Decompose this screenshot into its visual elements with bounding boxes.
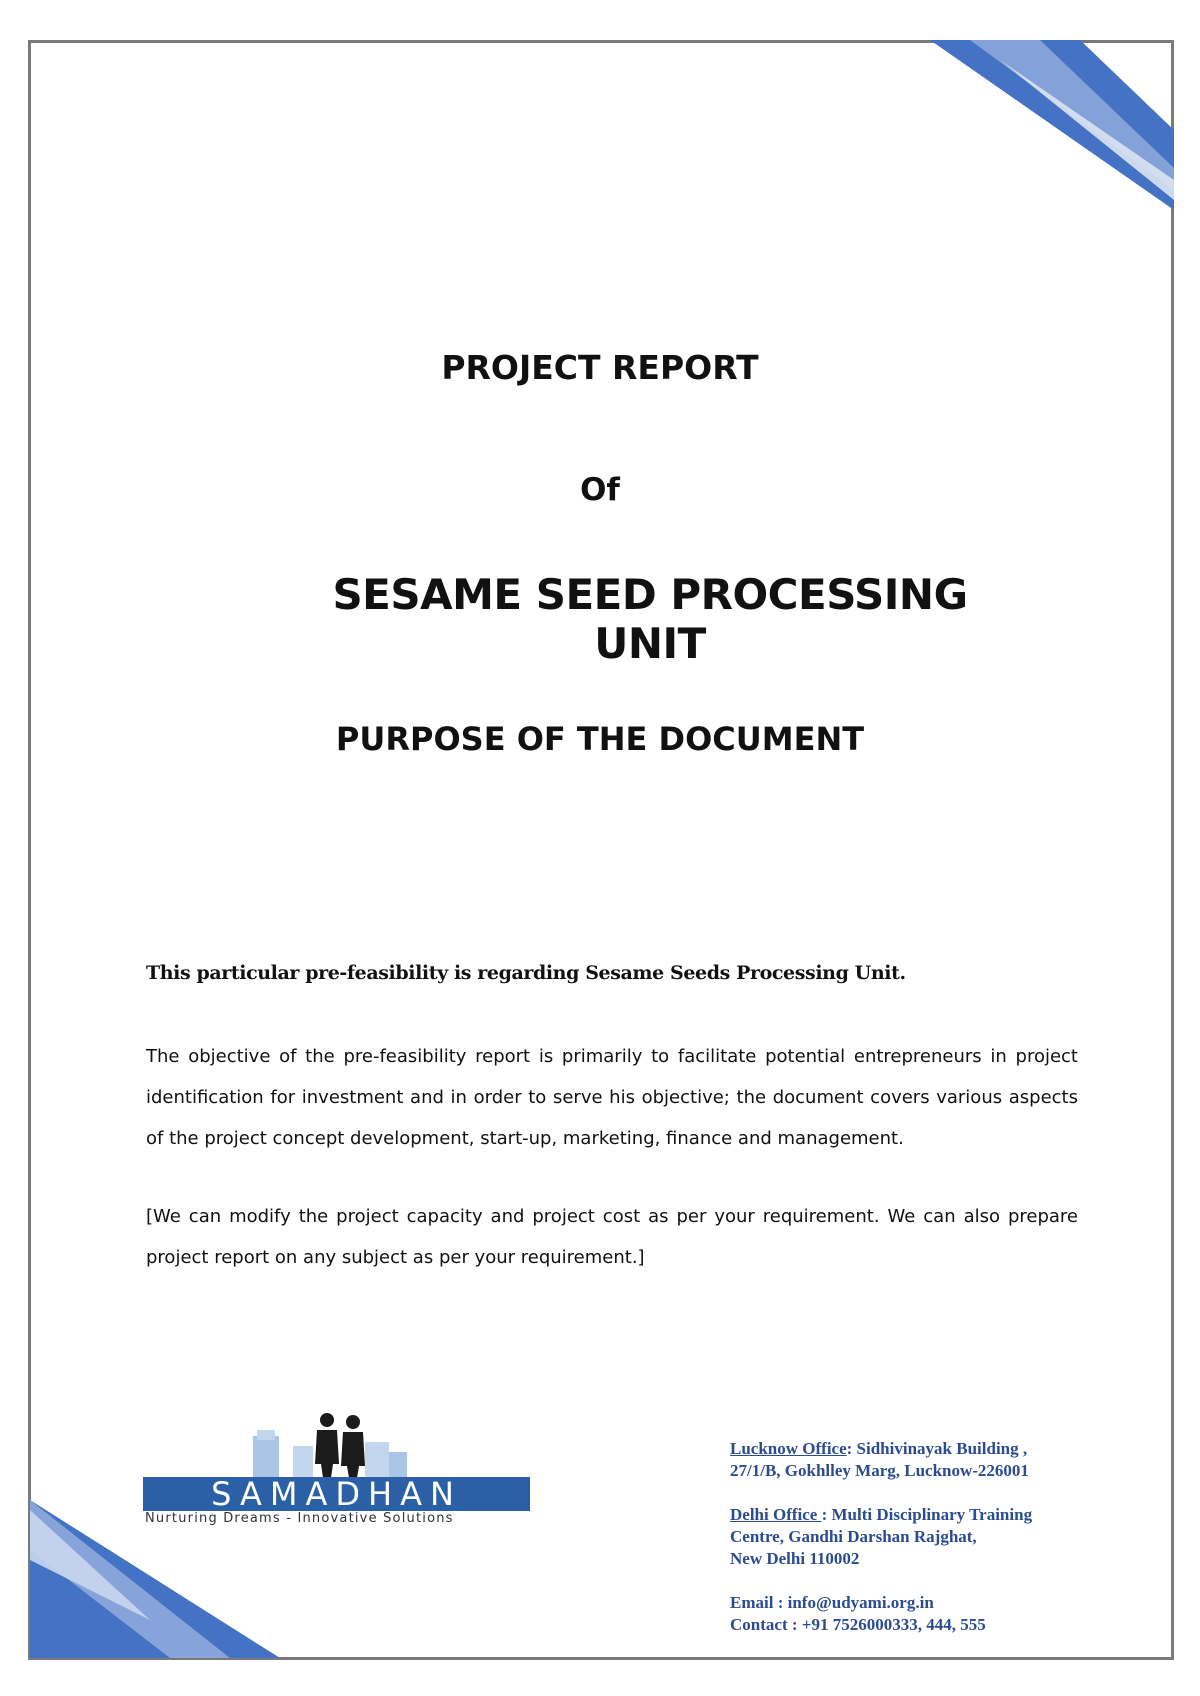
samadhan-logo bbox=[143, 1412, 535, 1524]
logo-tagline: Nurturing Dreams - Innovative Solutions bbox=[145, 1511, 454, 1526]
lucknow-address-line2: 27/1/B, Gokhlley Marg, Lucknow-226001 bbox=[730, 1461, 1029, 1480]
phone-line: Contact : +91 7526000333, 444, 555 bbox=[730, 1615, 986, 1634]
modification-note: [We can modify the project capacity and project cost as per your requirement. We can also prepare project report on any subject as per your requirement.] bbox=[146, 1206, 1078, 1268]
lucknow-office-label: Lucknow Office bbox=[730, 1439, 847, 1458]
logo-figures-icon bbox=[253, 1412, 413, 1478]
logo-name: SAMADHAN bbox=[143, 1477, 530, 1511]
contact-block bbox=[730, 1438, 1130, 1636]
lucknow-address-line1: : Sidhivinayak Building , bbox=[846, 1439, 1028, 1458]
delhi-address-line3: New Delhi 110002 bbox=[730, 1549, 860, 1568]
delhi-address-line1: : Multi Disciplinary Training bbox=[821, 1505, 1033, 1524]
delhi-address-line2: Centre, Gandhi Darshan Rajghat, bbox=[730, 1527, 977, 1546]
project-title: SESAME SEED PROCESSING UNIT bbox=[332, 570, 968, 668]
email-line: Email : info@udyami.org.in bbox=[730, 1593, 934, 1612]
of-heading: Of bbox=[580, 472, 620, 508]
delhi-office bbox=[730, 1504, 1130, 1570]
objective-paragraph: The objective of the pre-feasibility report is primarily to facilitate potential entrepreneurs in project identification for investment and in order to serve his objective; the document covers various aspects of the project concept development, start-up, marketing, finance and management. bbox=[146, 1046, 1078, 1149]
lucknow-office bbox=[730, 1438, 1130, 1482]
delhi-office-label: Delhi Office bbox=[730, 1505, 822, 1524]
corner-decoration-top-right bbox=[930, 40, 1174, 210]
lead-sentence: This particular pre-feasibility is regarding Sesame Seeds Processing Unit. bbox=[146, 962, 906, 984]
purpose-heading: PURPOSE OF THE DOCUMENT bbox=[335, 720, 865, 758]
report-heading: PROJECT REPORT bbox=[441, 348, 759, 387]
